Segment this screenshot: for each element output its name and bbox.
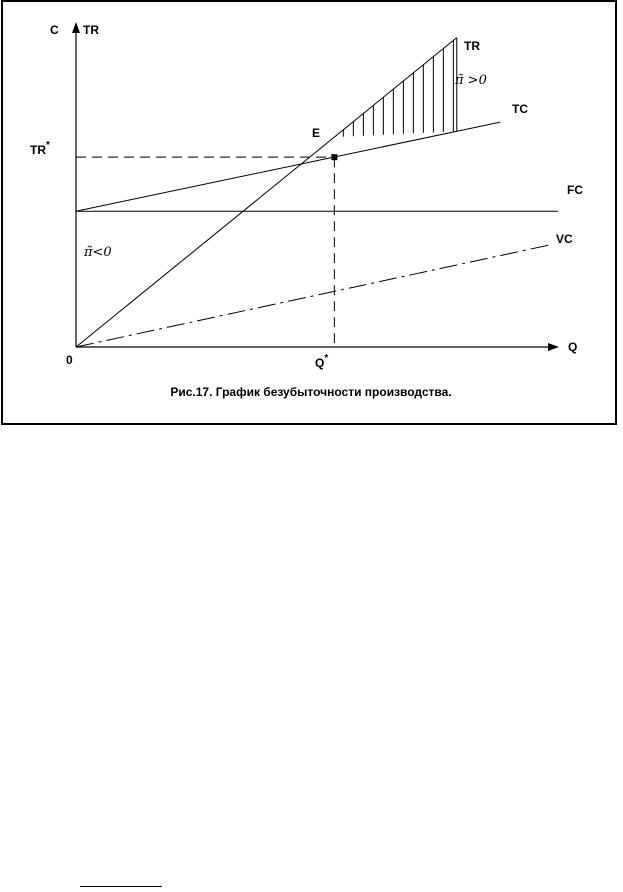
series-label-vc: VC bbox=[556, 232, 573, 246]
x-axis-label: Q bbox=[568, 340, 578, 354]
break-even-label: E bbox=[312, 126, 321, 140]
series-label-tc: TC bbox=[512, 102, 528, 116]
tr-star-tick-label: TR* bbox=[30, 140, 50, 157]
footnote-rule bbox=[80, 886, 162, 887]
series-line-tc bbox=[76, 122, 500, 211]
figure-frame bbox=[1, 0, 617, 425]
y-axis-label-tr: TR bbox=[83, 23, 99, 37]
y-axis-arrow bbox=[72, 22, 80, 33]
loss-label: π̃<0 bbox=[84, 245, 112, 260]
figure-caption: Рис.17. График безубыточности производства. bbox=[170, 385, 452, 399]
x-axis-arrow bbox=[548, 343, 559, 351]
break-even-chart bbox=[3, 2, 617, 425]
series-label-fc: FC bbox=[567, 183, 583, 197]
series-label-tr: TR bbox=[464, 39, 480, 53]
series-line-vc bbox=[76, 245, 548, 347]
q-star-tick-label: Q* bbox=[315, 353, 329, 370]
y-axis-label-c: C bbox=[50, 23, 59, 37]
origin-label: 0 bbox=[66, 353, 73, 367]
profit-hatching bbox=[343, 2, 453, 425]
break-even-marker bbox=[331, 154, 337, 160]
series-line-tr bbox=[76, 38, 457, 347]
profit-label: π̃ >0 bbox=[455, 73, 487, 88]
